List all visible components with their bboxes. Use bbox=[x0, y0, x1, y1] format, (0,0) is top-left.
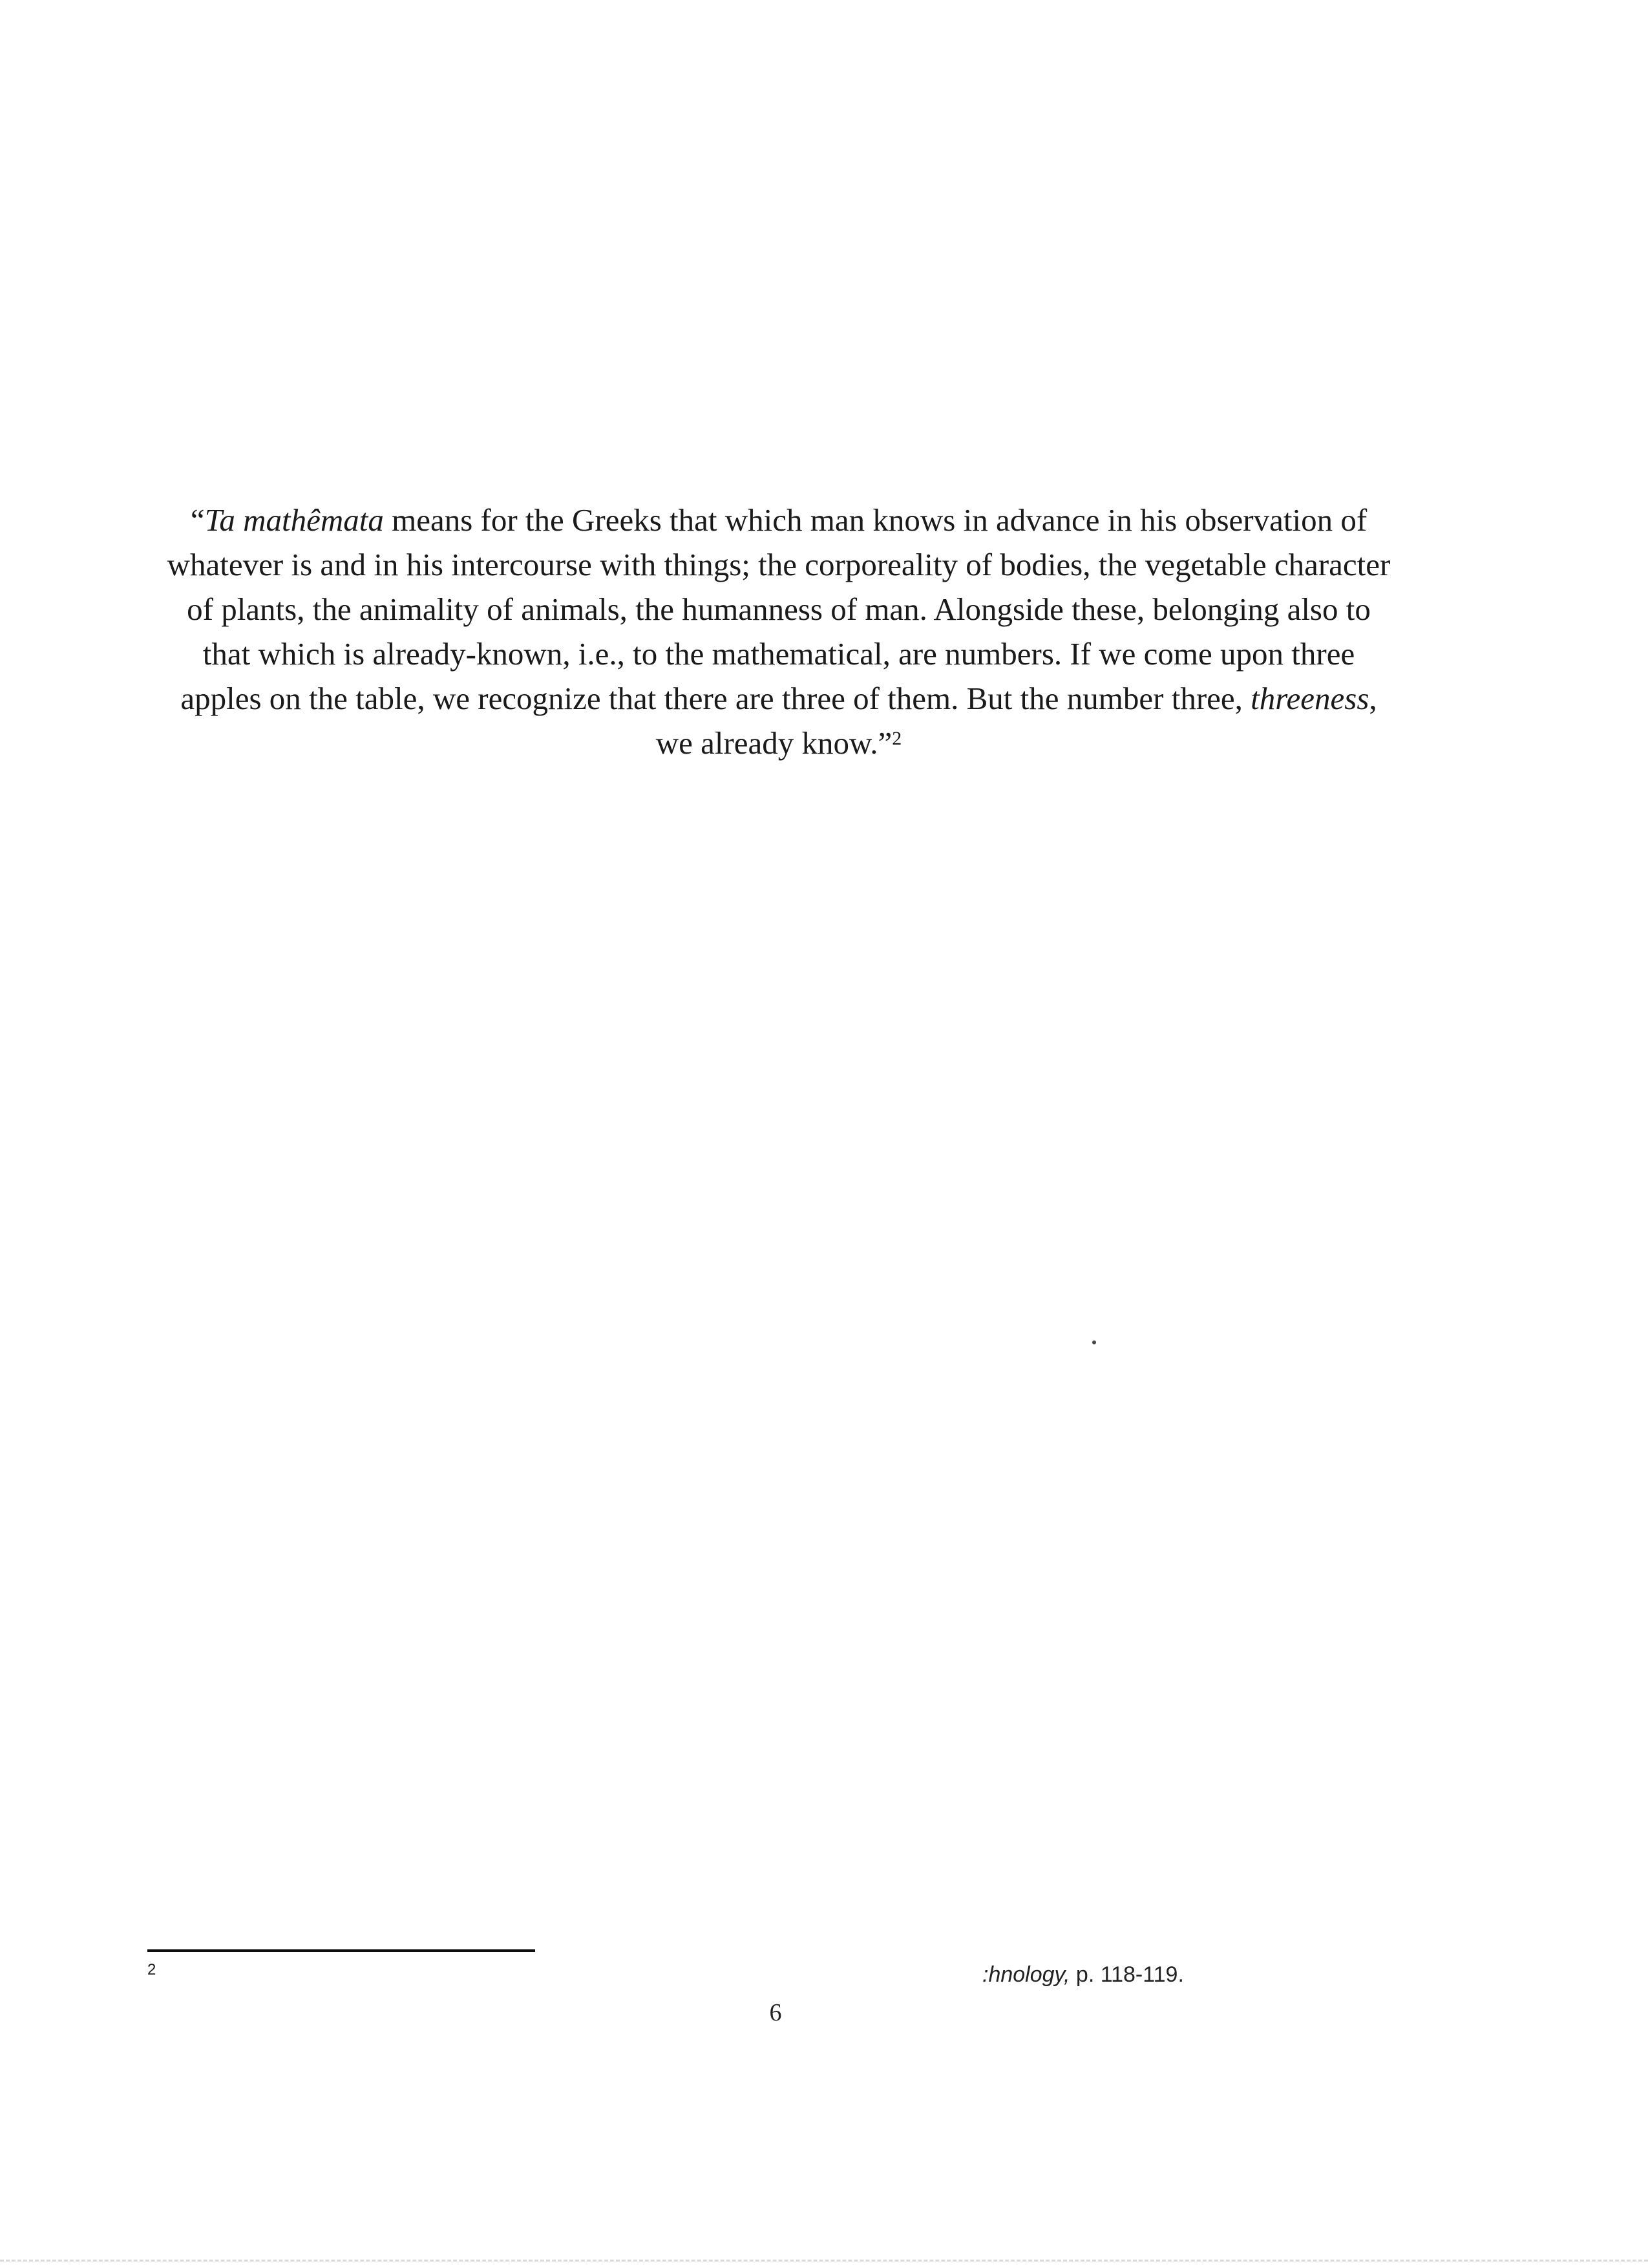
footnote-reference[interactable]: 2 bbox=[892, 728, 902, 749]
footnote-text: :hnology, p. 118-119. bbox=[982, 1962, 1184, 1987]
scan-edge-artifact bbox=[0, 2260, 1648, 2262]
quote-line-4: that which is already-known, i.e., to the mathematical, are numbers. If we come upon three bbox=[202, 636, 1355, 672]
footnote-marker: 2 bbox=[147, 1961, 156, 1978]
quote-italic-term: Ta mathêmata bbox=[204, 502, 384, 538]
scan-speck bbox=[1092, 1341, 1096, 1344]
quote-line-2: whatever is and in his intercourse with things; the corporeality of bodies, the vegetable character bbox=[167, 547, 1391, 582]
footnote-separator bbox=[147, 1949, 535, 1952]
quote-line-3: of plants, the animality of animals, the humanness of man. Alongside these, belonging also to bbox=[187, 591, 1371, 627]
block-quote bbox=[142, 498, 1415, 765]
quote-line-6: we already know.”$^2$ bbox=[655, 725, 902, 761]
page-number: 6 bbox=[769, 1999, 782, 2026]
footnote-title-fragment: :hnology, bbox=[982, 1962, 1070, 1987]
quote-line-1: “Ta mathêmata means for the Greeks that which man knows in advance in his observation of bbox=[190, 502, 1368, 538]
quote-italic-threeness: threeness bbox=[1251, 681, 1369, 716]
quote-line-5: apples on the table, we recognize that there are three of them. But the number three, threeness, bbox=[180, 681, 1377, 716]
